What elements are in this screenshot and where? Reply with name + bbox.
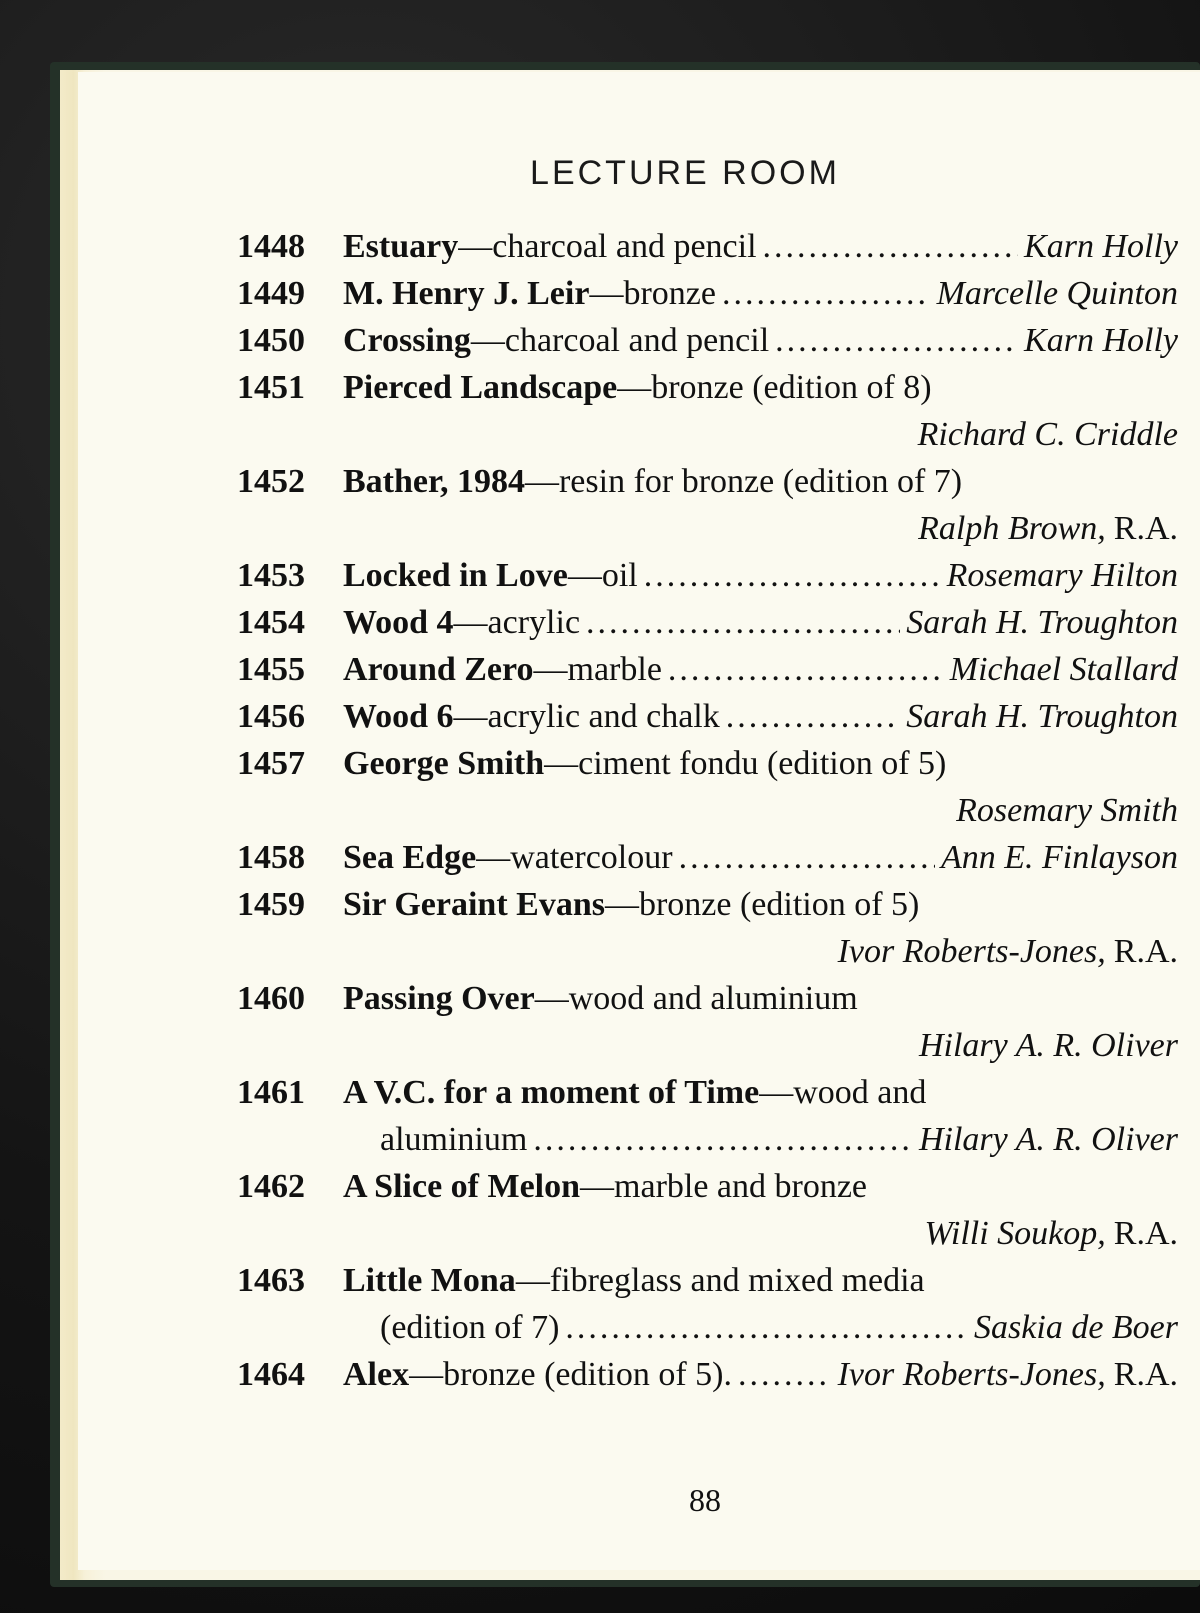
entry-artist: Karn Holly	[1024, 322, 1178, 359]
entry-artist: Rosemary Smith	[956, 792, 1178, 829]
entry-number: 1451	[237, 369, 305, 406]
entry-number: 1448	[237, 228, 305, 265]
entry-title: Sea Edge	[343, 839, 477, 876]
dot-leader	[722, 275, 931, 313]
entry-artist: Saskia de Boer	[974, 1309, 1178, 1346]
catalogue-entry	[0, 980, 1178, 1026]
entry-medium: —marble and bronze	[580, 1168, 868, 1205]
dot-leader	[586, 604, 900, 642]
entry-artist: Richard C. Criddle	[917, 416, 1178, 453]
entry-number: 1453	[237, 557, 305, 594]
entry-number: 1457	[237, 745, 305, 782]
catalogue-entry-continuation	[0, 1215, 1178, 1261]
entry-number: 1455	[237, 651, 305, 688]
entry-medium: —watercolour	[476, 839, 673, 876]
catalogue-entry-continuation	[0, 510, 1178, 556]
entry-artist: Rosemary Hilton	[946, 557, 1178, 594]
catalogue-entry	[0, 886, 1178, 932]
catalogue-entry-continuation	[0, 1121, 1178, 1167]
entry-medium: —fibreglass and mixed media	[515, 1262, 925, 1299]
dot-leader	[533, 1121, 913, 1159]
entry-number: 1460	[237, 980, 305, 1017]
dot-leader	[738, 1356, 832, 1394]
entry-number: 1464	[237, 1356, 305, 1393]
entry-title: Sir Geraint Evans	[343, 886, 605, 923]
entry-medium: —bronze	[589, 275, 716, 312]
entry-artist: Sarah H. Troughton	[906, 698, 1178, 735]
catalogue-entry	[0, 745, 1178, 791]
catalogue-entry	[0, 698, 1178, 744]
page-title: LECTURE ROOM	[530, 154, 840, 192]
entry-artist: Hilary A. R. Oliver	[918, 1121, 1178, 1158]
entry-artist: Michael Stallard	[949, 651, 1178, 688]
entry-artist: Ann E. Finlayson	[940, 839, 1178, 876]
entry-medium: —marble	[533, 651, 662, 688]
catalogue-entry-continuation	[0, 1027, 1178, 1073]
entry-number: 1461	[237, 1074, 305, 1111]
entry-artist: Hilary A. R. Oliver	[918, 1027, 1178, 1064]
entry-medium: —charcoal and pencil	[470, 322, 770, 359]
entry-title: A V.C. for a moment of Time	[343, 1074, 760, 1111]
entry-number: 1456	[237, 698, 305, 735]
catalogue-entry	[0, 557, 1178, 603]
page-number: 88	[689, 1482, 721, 1518]
entry-title: Little Mona	[343, 1262, 516, 1299]
entry-number: 1449	[237, 275, 305, 312]
entry-artist: Willi Soukop,	[924, 1215, 1106, 1252]
catalogue-entry	[0, 1168, 1178, 1214]
entry-title: Wood 6	[343, 698, 454, 735]
entry-artist-suffix: R.A.	[1113, 933, 1178, 970]
entry-title: Bather, 1984	[343, 463, 525, 500]
entry-artist-suffix: R.A.	[1113, 1215, 1178, 1252]
entry-title: A Slice of Melon	[343, 1168, 581, 1205]
catalogue-entry-continuation	[0, 933, 1178, 979]
catalogue-entry	[0, 369, 1178, 415]
entry-title: Wood 4	[343, 604, 454, 641]
entry-artist-suffix: R.A.	[1113, 1356, 1178, 1393]
entry-title: Pierced Landscape	[343, 369, 618, 406]
entry-medium: —wood and	[759, 1074, 927, 1111]
entry-title: Estuary	[343, 228, 459, 265]
entry-number: 1462	[237, 1168, 305, 1205]
dot-leader	[644, 557, 941, 595]
catalogue-entry-continuation	[0, 792, 1178, 838]
entry-title: Passing Over	[343, 980, 535, 1017]
entry-number: 1459	[237, 886, 305, 923]
entry-medium: —oil	[567, 557, 638, 594]
entry-artist: Marcelle Quinton	[936, 275, 1178, 312]
entry-number: 1454	[237, 604, 305, 641]
entry-title: Locked in Love	[343, 557, 568, 594]
dot-leader	[668, 651, 944, 689]
entry-number: 1452	[237, 463, 305, 500]
dot-leader	[763, 228, 1019, 266]
entry-medium: —resin for bronze (edition of 7)	[524, 463, 963, 500]
entry-artist: Ivor Roberts-Jones,	[837, 933, 1106, 970]
entry-title: Alex	[343, 1356, 410, 1393]
entry-title: George Smith	[343, 745, 545, 782]
entry-medium: —bronze (edition of 5)	[604, 886, 920, 923]
dot-leader	[679, 839, 935, 877]
catalogue-entry	[0, 1074, 1178, 1120]
dot-leader	[565, 1309, 968, 1347]
catalogue-entry-continuation	[0, 1309, 1178, 1355]
catalogue-entry	[0, 604, 1178, 650]
entry-title: Crossing	[343, 322, 471, 359]
catalogue-entry	[0, 1356, 1178, 1402]
catalogue-entry	[0, 322, 1178, 368]
entry-medium-continued: aluminium	[380, 1121, 528, 1158]
entry-medium: —acrylic	[453, 604, 581, 641]
entry-artist: Karn Holly	[1024, 228, 1178, 265]
catalogue-entry	[0, 839, 1178, 885]
dot-leader	[726, 698, 901, 736]
entry-artist: Ralph Brown,	[918, 510, 1106, 547]
entry-artist: Sarah H. Troughton	[906, 604, 1178, 641]
entry-artist: Ivor Roberts-Jones,	[837, 1356, 1106, 1393]
entry-medium: —bronze (edition of 8)	[617, 369, 932, 406]
catalogue-entry	[0, 228, 1178, 274]
catalogue-entry-continuation	[0, 416, 1178, 462]
entry-title: M. Henry J. Leir	[343, 275, 590, 312]
entry-number: 1458	[237, 839, 305, 876]
catalogue-entry	[0, 275, 1178, 321]
entry-medium-continued: (edition of 7)	[380, 1309, 560, 1346]
entry-number: 1463	[237, 1262, 305, 1299]
entry-medium: —acrylic and chalk	[453, 698, 720, 735]
entry-medium: —bronze (edition of 5).	[409, 1356, 732, 1393]
entry-title: Around Zero	[343, 651, 534, 688]
catalogue-entry	[0, 463, 1178, 509]
catalogue-entry	[0, 651, 1178, 697]
entry-medium: —charcoal and pencil	[458, 228, 757, 265]
entry-medium: —wood and aluminium	[534, 980, 858, 1017]
entry-artist-suffix: R.A.	[1113, 510, 1178, 547]
entry-number: 1450	[237, 322, 305, 359]
catalogue-entry	[0, 1262, 1178, 1308]
dot-leader	[775, 322, 1018, 360]
entry-medium: —ciment fondu (edition of 5)	[544, 745, 947, 782]
